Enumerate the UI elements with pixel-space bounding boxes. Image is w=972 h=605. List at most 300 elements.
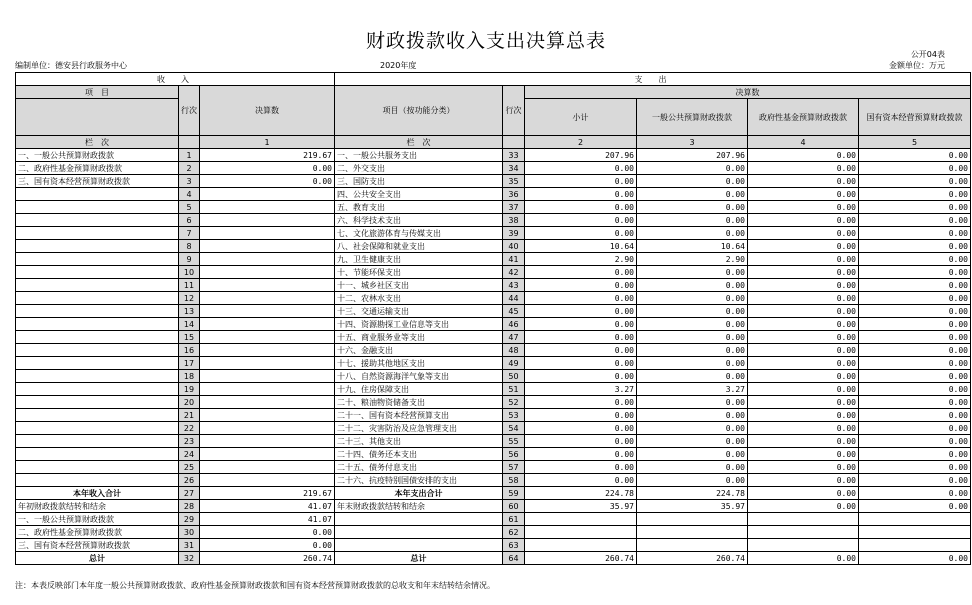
final-amount-header-2: 决算数 bbox=[525, 86, 971, 99]
expense-item: 二十三、其他支出 bbox=[335, 435, 503, 448]
income-amount bbox=[200, 370, 335, 383]
expense-state-capital: 0.00 bbox=[859, 357, 971, 370]
income-amount bbox=[200, 383, 335, 396]
expense-gov-fund: 0.00 bbox=[748, 279, 859, 292]
state-capital-header: 国有资本经营预算财政拨款 bbox=[859, 99, 971, 136]
expense-general-budget: 0.00 bbox=[637, 318, 748, 331]
expense-gov-fund: 0.00 bbox=[748, 149, 859, 162]
expense-subtotal: 224.78 bbox=[525, 487, 637, 500]
line-no-header: 行次 bbox=[179, 86, 200, 136]
expense-item: 十、节能环保支出 bbox=[335, 266, 503, 279]
expense-item: 本年支出合计 bbox=[335, 487, 503, 500]
income-item bbox=[16, 370, 179, 383]
column-label-2: 栏 次 bbox=[335, 136, 503, 149]
expense-general-budget: 0.00 bbox=[637, 448, 748, 461]
income-line-no: 17 bbox=[179, 357, 200, 370]
expense-general-budget: 0.00 bbox=[637, 474, 748, 487]
expense-line-no: 59 bbox=[503, 487, 525, 500]
expense-subtotal: 0.00 bbox=[525, 292, 637, 305]
expense-state-capital: 0.00 bbox=[859, 435, 971, 448]
income-item bbox=[16, 240, 179, 253]
expense-subtotal bbox=[525, 513, 637, 526]
income-amount bbox=[200, 240, 335, 253]
expense-line-no: 63 bbox=[503, 539, 525, 552]
expense-general-budget: 0.00 bbox=[637, 409, 748, 422]
expense-subtotal: 0.00 bbox=[525, 331, 637, 344]
table-row bbox=[16, 526, 971, 539]
income-amount: 0.00 bbox=[200, 526, 335, 539]
expense-subtotal: 0.00 bbox=[525, 409, 637, 422]
general-budget-header: 一般公共预算财政拨款 bbox=[637, 99, 748, 136]
expense-subtotal: 0.00 bbox=[525, 214, 637, 227]
income-item bbox=[16, 357, 179, 370]
expense-state-capital: 0.00 bbox=[859, 448, 971, 461]
expense-gov-fund: 0.00 bbox=[748, 370, 859, 383]
expense-gov-fund: 0.00 bbox=[748, 188, 859, 201]
expense-general-budget: 0.00 bbox=[637, 422, 748, 435]
income-item bbox=[16, 422, 179, 435]
income-amount bbox=[200, 227, 335, 240]
income-item bbox=[16, 279, 179, 292]
expense-gov-fund bbox=[748, 526, 859, 539]
income-item bbox=[16, 448, 179, 461]
expense-gov-fund bbox=[748, 539, 859, 552]
expense-line-no: 52 bbox=[503, 396, 525, 409]
table-row bbox=[16, 188, 971, 201]
income-line-no: 31 bbox=[179, 539, 200, 552]
table-row bbox=[16, 539, 971, 552]
income-amount: 0.00 bbox=[200, 539, 335, 552]
expense-gov-fund: 0.00 bbox=[748, 500, 859, 513]
expense-state-capital: 0.00 bbox=[859, 370, 971, 383]
page-title: 财政拨款收入支出决算总表 bbox=[365, 30, 606, 52]
expense-subtotal bbox=[525, 539, 637, 552]
expense-subtotal: 35.97 bbox=[525, 500, 637, 513]
expense-general-budget bbox=[637, 513, 748, 526]
expense-subtotal: 0.00 bbox=[525, 318, 637, 331]
column-blank bbox=[179, 136, 200, 149]
income-amount bbox=[200, 279, 335, 292]
expense-subtotal: 260.74 bbox=[525, 552, 637, 565]
table-row bbox=[16, 305, 971, 318]
expense-gov-fund: 0.00 bbox=[748, 409, 859, 422]
expense-item: 十七、援助其他地区支出 bbox=[335, 357, 503, 370]
expense-general-budget: 0.00 bbox=[637, 370, 748, 383]
expense-line-no: 57 bbox=[503, 461, 525, 474]
table-row bbox=[16, 500, 971, 513]
expense-item: 三、国防支出 bbox=[335, 175, 503, 188]
expense-state-capital bbox=[859, 513, 971, 526]
income-amount bbox=[200, 344, 335, 357]
table-row bbox=[16, 474, 971, 487]
expense-subtotal: 0.00 bbox=[525, 422, 637, 435]
table-row bbox=[16, 370, 971, 383]
expense-line-no: 43 bbox=[503, 279, 525, 292]
income-item: 三、国有资本经营预算财政拨款 bbox=[16, 175, 179, 188]
table-row bbox=[16, 292, 971, 305]
income-line-no: 7 bbox=[179, 227, 200, 240]
item-header: 项 目 bbox=[16, 86, 179, 99]
expense-general-budget: 0.00 bbox=[637, 175, 748, 188]
income-amount bbox=[200, 357, 335, 370]
income-line-no: 10 bbox=[179, 266, 200, 279]
table-row bbox=[16, 513, 971, 526]
expense-general-budget: 0.00 bbox=[637, 435, 748, 448]
income-amount: 41.07 bbox=[200, 500, 335, 513]
expense-item: 九、卫生健康支出 bbox=[335, 253, 503, 266]
income-line-no: 11 bbox=[179, 279, 200, 292]
expense-general-budget: 0.00 bbox=[637, 279, 748, 292]
income-line-no: 2 bbox=[179, 162, 200, 175]
expense-item: 十四、资源勘探工业信息等支出 bbox=[335, 318, 503, 331]
table-row bbox=[16, 487, 971, 500]
table-row bbox=[16, 266, 971, 279]
expense-subtotal: 3.27 bbox=[525, 383, 637, 396]
expense-line-no: 58 bbox=[503, 474, 525, 487]
item-by-function-header: 项目（按功能分类） bbox=[335, 86, 503, 136]
income-line-no: 14 bbox=[179, 318, 200, 331]
income-line-no: 28 bbox=[179, 500, 200, 513]
column-label: 栏 次 bbox=[16, 136, 179, 149]
expense-subtotal: 0.00 bbox=[525, 175, 637, 188]
expense-line-no: 36 bbox=[503, 188, 525, 201]
income-item bbox=[16, 253, 179, 266]
expense-state-capital bbox=[859, 526, 971, 539]
expense-gov-fund: 0.00 bbox=[748, 448, 859, 461]
expense-line-no: 55 bbox=[503, 435, 525, 448]
expense-item: 八、社会保障和就业支出 bbox=[335, 240, 503, 253]
income-line-no: 12 bbox=[179, 292, 200, 305]
column-number-1: 1 bbox=[200, 136, 335, 149]
expense-line-no: 51 bbox=[503, 383, 525, 396]
expense-item bbox=[335, 526, 503, 539]
expense-state-capital: 0.00 bbox=[859, 214, 971, 227]
expense-subtotal: 0.00 bbox=[525, 266, 637, 279]
income-item bbox=[16, 227, 179, 240]
income-line-no: 29 bbox=[179, 513, 200, 526]
income-amount bbox=[200, 266, 335, 279]
gov-fund-header: 政府性基金预算财政拨款 bbox=[748, 99, 859, 136]
income-line-no: 15 bbox=[179, 331, 200, 344]
income-line-no: 6 bbox=[179, 214, 200, 227]
expense-state-capital: 0.00 bbox=[859, 396, 971, 409]
expense-item: 六、科学技术支出 bbox=[335, 214, 503, 227]
table-row bbox=[16, 331, 971, 344]
income-amount bbox=[200, 409, 335, 422]
expense-general-budget: 0.00 bbox=[637, 305, 748, 318]
expense-general-budget: 0.00 bbox=[637, 292, 748, 305]
expense-item: 二十六、抗疫特别国债安排的支出 bbox=[335, 474, 503, 487]
income-item bbox=[16, 409, 179, 422]
expense-general-budget: 0.00 bbox=[637, 162, 748, 175]
income-amount: 219.67 bbox=[200, 487, 335, 500]
expense-line-no: 47 bbox=[503, 331, 525, 344]
expense-state-capital: 0.00 bbox=[859, 487, 971, 500]
expense-general-budget: 0.00 bbox=[637, 201, 748, 214]
income-item bbox=[16, 396, 179, 409]
expense-general-budget: 10.64 bbox=[637, 240, 748, 253]
expense-general-budget: 2.90 bbox=[637, 253, 748, 266]
expense-state-capital: 0.00 bbox=[859, 162, 971, 175]
expense-state-capital: 0.00 bbox=[859, 292, 971, 305]
income-item bbox=[16, 292, 179, 305]
expense-item: 十一、城乡社区支出 bbox=[335, 279, 503, 292]
income-amount bbox=[200, 396, 335, 409]
table-row bbox=[16, 318, 971, 331]
final-amount-header: 决算数 bbox=[200, 86, 335, 136]
expense-line-no: 62 bbox=[503, 526, 525, 539]
expense-state-capital: 0.00 bbox=[859, 409, 971, 422]
expense-subtotal: 0.00 bbox=[525, 201, 637, 214]
line-no-header-2: 行次 bbox=[503, 86, 525, 136]
expense-state-capital: 0.00 bbox=[859, 552, 971, 565]
income-item: 本年收入合计 bbox=[16, 487, 179, 500]
income-item: 二、政府性基金预算财政拨款 bbox=[16, 526, 179, 539]
table-row bbox=[16, 279, 971, 292]
table-row bbox=[16, 383, 971, 396]
expense-subtotal: 0.00 bbox=[525, 435, 637, 448]
expense-gov-fund: 0.00 bbox=[748, 266, 859, 279]
expense-state-capital: 0.00 bbox=[859, 227, 971, 240]
expense-item: 十五、商业服务业等支出 bbox=[335, 331, 503, 344]
expense-state-capital: 0.00 bbox=[859, 305, 971, 318]
expense-general-budget: 0.00 bbox=[637, 214, 748, 227]
table-row bbox=[16, 162, 971, 175]
income-line-no: 9 bbox=[179, 253, 200, 266]
table-row bbox=[16, 461, 971, 474]
income-line-no: 27 bbox=[179, 487, 200, 500]
expense-item: 七、文化旅游体育与传媒支出 bbox=[335, 227, 503, 240]
expense-general-budget: 0.00 bbox=[637, 357, 748, 370]
expense-line-no: 34 bbox=[503, 162, 525, 175]
income-line-no: 5 bbox=[179, 201, 200, 214]
income-item: 一、一般公共预算财政拨款 bbox=[16, 149, 179, 162]
expense-general-budget: 224.78 bbox=[637, 487, 748, 500]
income-line-no: 18 bbox=[179, 370, 200, 383]
expense-item: 十六、金融支出 bbox=[335, 344, 503, 357]
expense-general-budget: 0.00 bbox=[637, 266, 748, 279]
income-line-no: 16 bbox=[179, 344, 200, 357]
expense-state-capital: 0.00 bbox=[859, 331, 971, 344]
income-amount: 219.67 bbox=[200, 149, 335, 162]
expense-item: 二十四、债务还本支出 bbox=[335, 448, 503, 461]
expense-gov-fund: 0.00 bbox=[748, 461, 859, 474]
income-item bbox=[16, 318, 179, 331]
expense-line-no: 33 bbox=[503, 149, 525, 162]
expense-general-budget: 0.00 bbox=[637, 331, 748, 344]
expense-item: 十九、住房保障支出 bbox=[335, 383, 503, 396]
expense-gov-fund: 0.00 bbox=[748, 383, 859, 396]
expense-gov-fund: 0.00 bbox=[748, 318, 859, 331]
expense-gov-fund: 0.00 bbox=[748, 435, 859, 448]
expense-state-capital: 0.00 bbox=[859, 383, 971, 396]
table-row bbox=[16, 253, 971, 266]
income-line-no: 13 bbox=[179, 305, 200, 318]
table-row bbox=[16, 175, 971, 188]
income-line-no: 21 bbox=[179, 409, 200, 422]
income-amount bbox=[200, 331, 335, 344]
expense-subtotal: 0.00 bbox=[525, 357, 637, 370]
expense-gov-fund: 0.00 bbox=[748, 201, 859, 214]
expense-item: 四、公共安全支出 bbox=[335, 188, 503, 201]
expense-item: 一、一般公共服务支出 bbox=[335, 149, 503, 162]
expense-subtotal bbox=[525, 526, 637, 539]
expense-subtotal: 0.00 bbox=[525, 305, 637, 318]
expense-line-no: 41 bbox=[503, 253, 525, 266]
expense-general-budget: 0.00 bbox=[637, 188, 748, 201]
expense-subtotal: 0.00 bbox=[525, 370, 637, 383]
column-number-4: 4 bbox=[748, 136, 859, 149]
expense-state-capital: 0.00 bbox=[859, 188, 971, 201]
expense-subtotal: 0.00 bbox=[525, 448, 637, 461]
expense-subtotal: 0.00 bbox=[525, 474, 637, 487]
income-amount bbox=[200, 474, 335, 487]
income-line-no: 8 bbox=[179, 240, 200, 253]
expense-state-capital: 0.00 bbox=[859, 318, 971, 331]
expense-item: 五、教育支出 bbox=[335, 201, 503, 214]
expense-subtotal: 0.00 bbox=[525, 461, 637, 474]
expense-line-no: 60 bbox=[503, 500, 525, 513]
table-row bbox=[16, 448, 971, 461]
table-row bbox=[16, 552, 971, 565]
expense-gov-fund: 0.00 bbox=[748, 175, 859, 188]
income-amount bbox=[200, 305, 335, 318]
expense-state-capital: 0.00 bbox=[859, 266, 971, 279]
budget-table bbox=[15, 72, 971, 565]
expense-state-capital: 0.00 bbox=[859, 175, 971, 188]
income-amount: 0.00 bbox=[200, 162, 335, 175]
expense-subtotal: 0.00 bbox=[525, 279, 637, 292]
expense-general-budget: 207.96 bbox=[637, 149, 748, 162]
table-row bbox=[16, 201, 971, 214]
expense-line-no: 54 bbox=[503, 422, 525, 435]
expense-line-no: 61 bbox=[503, 513, 525, 526]
expense-line-no: 38 bbox=[503, 214, 525, 227]
expense-general-budget: 35.97 bbox=[637, 500, 748, 513]
money-unit: 金额单位：万元 bbox=[889, 61, 945, 70]
expense-item: 十二、农林水支出 bbox=[335, 292, 503, 305]
expense-gov-fund: 0.00 bbox=[748, 396, 859, 409]
expense-gov-fund: 0.00 bbox=[748, 357, 859, 370]
expense-item: 二十二、灾害防治及应急管理支出 bbox=[335, 422, 503, 435]
expense-state-capital: 0.00 bbox=[859, 279, 971, 292]
expense-gov-fund: 0.00 bbox=[748, 474, 859, 487]
income-item bbox=[16, 474, 179, 487]
expense-state-capital: 0.00 bbox=[859, 253, 971, 266]
expense-gov-fund bbox=[748, 513, 859, 526]
expense-general-budget: 0.00 bbox=[637, 396, 748, 409]
expense-general-budget: 260.74 bbox=[637, 552, 748, 565]
reporting-unit: 编制单位：德安县行政服务中心 bbox=[15, 61, 127, 70]
expense-gov-fund: 0.00 bbox=[748, 162, 859, 175]
table-row bbox=[16, 357, 971, 370]
table-row bbox=[16, 422, 971, 435]
income-item: 二、政府性基金预算财政拨款 bbox=[16, 162, 179, 175]
expense-general-budget bbox=[637, 539, 748, 552]
income-line-no: 22 bbox=[179, 422, 200, 435]
income-amount bbox=[200, 201, 335, 214]
table-row bbox=[16, 149, 971, 162]
item-header-blank bbox=[16, 99, 179, 136]
expense-gov-fund: 0.00 bbox=[748, 240, 859, 253]
footnote: 注：本表反映部门本年度一般公共预算财政拨款、政府性基金预算财政拨款和国有资本经营预算财政拨款的总收支和年末结转结余情况。 bbox=[15, 581, 495, 590]
expense-line-no: 39 bbox=[503, 227, 525, 240]
expense-line-no: 46 bbox=[503, 318, 525, 331]
expense-subtotal: 0.00 bbox=[525, 396, 637, 409]
table-row bbox=[16, 240, 971, 253]
expense-item: 年末财政拨款结转和结余 bbox=[335, 500, 503, 513]
income-line-no: 4 bbox=[179, 188, 200, 201]
expense-item: 十八、自然资源海洋气象等支出 bbox=[335, 370, 503, 383]
table-row bbox=[16, 344, 971, 357]
income-item: 年初财政拨款结转和结余 bbox=[16, 500, 179, 513]
income-amount: 0.00 bbox=[200, 175, 335, 188]
expense-item: 二、外交支出 bbox=[335, 162, 503, 175]
expense-general-budget: 3.27 bbox=[637, 383, 748, 396]
expense-line-no: 42 bbox=[503, 266, 525, 279]
income-amount bbox=[200, 318, 335, 331]
income-item bbox=[16, 383, 179, 396]
table-row bbox=[16, 396, 971, 409]
expense-item: 十三、交通运输支出 bbox=[335, 305, 503, 318]
income-amount bbox=[200, 422, 335, 435]
table-row bbox=[16, 227, 971, 240]
income-item: 三、国有资本经营预算财政拨款 bbox=[16, 539, 179, 552]
expense-subtotal: 0.00 bbox=[525, 344, 637, 357]
table-row bbox=[16, 435, 971, 448]
income-item bbox=[16, 214, 179, 227]
fiscal-year: 2020年度 bbox=[380, 61, 417, 70]
income-line-no: 23 bbox=[179, 435, 200, 448]
expense-item bbox=[335, 513, 503, 526]
table-row bbox=[16, 214, 971, 227]
expense-line-no: 50 bbox=[503, 370, 525, 383]
expense-gov-fund: 0.00 bbox=[748, 227, 859, 240]
income-item: 总计 bbox=[16, 552, 179, 565]
expense-gov-fund: 0.00 bbox=[748, 214, 859, 227]
income-line-no: 26 bbox=[179, 474, 200, 487]
expense-subtotal: 0.00 bbox=[525, 188, 637, 201]
expense-line-no: 56 bbox=[503, 448, 525, 461]
income-line-no: 24 bbox=[179, 448, 200, 461]
income-amount: 41.07 bbox=[200, 513, 335, 526]
form-number: 公开04表 bbox=[910, 50, 945, 59]
expense-state-capital: 0.00 bbox=[859, 500, 971, 513]
income-item bbox=[16, 344, 179, 357]
expense-item: 二十五、债务付息支出 bbox=[335, 461, 503, 474]
expense-state-capital: 0.00 bbox=[859, 344, 971, 357]
expense-gov-fund: 0.00 bbox=[748, 422, 859, 435]
expense-gov-fund: 0.00 bbox=[748, 552, 859, 565]
column-number-3: 3 bbox=[637, 136, 748, 149]
expense-gov-fund: 0.00 bbox=[748, 292, 859, 305]
column-number-5: 5 bbox=[859, 136, 971, 149]
expense-item: 二十、粮油物资储备支出 bbox=[335, 396, 503, 409]
income-line-no: 19 bbox=[179, 383, 200, 396]
income-line-no: 3 bbox=[179, 175, 200, 188]
income-line-no: 25 bbox=[179, 461, 200, 474]
income-item bbox=[16, 461, 179, 474]
expense-state-capital: 0.00 bbox=[859, 201, 971, 214]
income-amount bbox=[200, 188, 335, 201]
expense-gov-fund: 0.00 bbox=[748, 344, 859, 357]
income-line-no: 20 bbox=[179, 396, 200, 409]
income-line-no: 32 bbox=[179, 552, 200, 565]
expense-general-budget: 0.00 bbox=[637, 227, 748, 240]
expense-line-no: 37 bbox=[503, 201, 525, 214]
expense-subtotal: 0.00 bbox=[525, 227, 637, 240]
expense-line-no: 48 bbox=[503, 344, 525, 357]
